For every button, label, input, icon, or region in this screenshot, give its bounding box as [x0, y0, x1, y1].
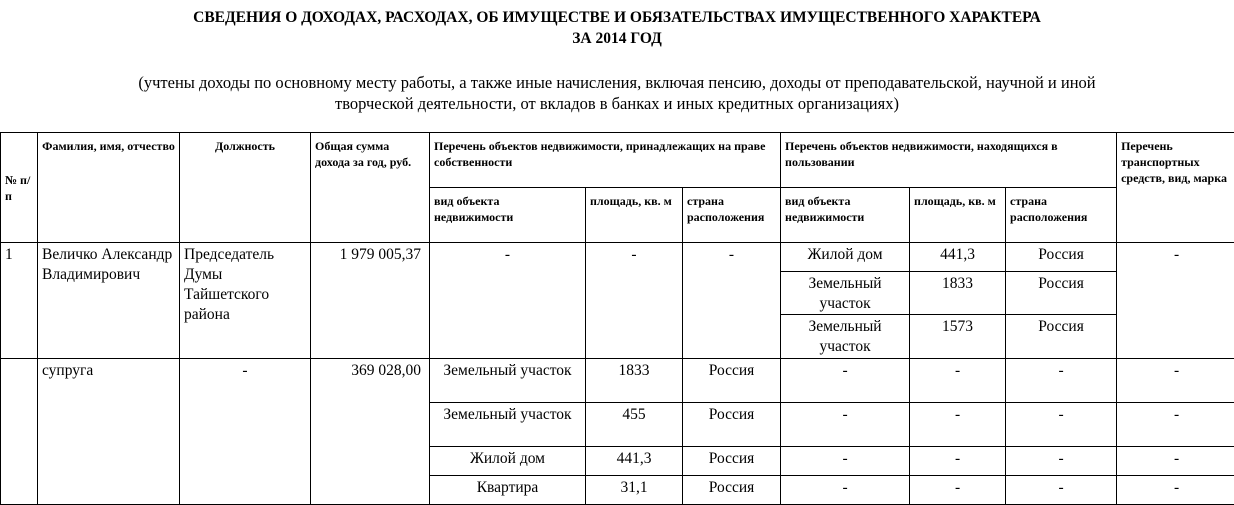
- used-country: -: [1006, 359, 1117, 403]
- document-subtitle: (учтены доходы по основному месту работы, а также иные начисления, включая пенсию, доходы от преподавательской, научной и иной: [0, 72, 1234, 93]
- owned-area: 1833: [586, 359, 683, 403]
- used-type: Земельный участок: [781, 315, 910, 359]
- table-row: [1, 243, 1234, 272]
- document-title: СВЕДЕНИЯ О ДОХОДАХ, РАСХОДАХ, ОБ ИМУЩЕСТВЕ И ОБЯЗАТЕЛЬСТВАХ ИМУЩЕСТВЕННОГО ХАРАКТЕРА: [0, 8, 1234, 28]
- used-type: -: [781, 476, 910, 505]
- transport: -: [1117, 447, 1234, 476]
- owned-type: Земельный участок: [430, 359, 586, 403]
- header-row: [1, 133, 1234, 188]
- header-owned-group: Перечень объектов недвижимости, принадлежащих на праве собственности: [430, 133, 781, 188]
- owned-country: Россия: [683, 359, 781, 403]
- header-transport: Перечень транспортных средств, вид, марка: [1117, 133, 1234, 243]
- used-country: -: [1006, 403, 1117, 447]
- person-position: -: [180, 359, 311, 505]
- header-owned-area: площадь, кв. м: [586, 188, 683, 243]
- income-declaration-table: [0, 132, 1234, 505]
- owned-type: Квартира: [430, 476, 586, 505]
- transport: -: [1117, 476, 1234, 505]
- used-area: -: [910, 359, 1006, 403]
- person-name: Величко Александр Владимирович: [38, 243, 180, 359]
- transport: -: [1117, 243, 1234, 359]
- used-country: Россия: [1006, 243, 1117, 272]
- header-income: Общая сумма дохода за год, руб.: [311, 133, 430, 243]
- used-area: -: [910, 403, 1006, 447]
- used-country: -: [1006, 447, 1117, 476]
- used-type: -: [781, 359, 910, 403]
- header-used-group: Перечень объектов недвижимости, находящихся в пользовании: [781, 133, 1117, 188]
- owned-type: Жилой дом: [430, 447, 586, 476]
- table-row: [1, 359, 1234, 403]
- used-area: -: [910, 447, 1006, 476]
- transport: -: [1117, 403, 1234, 447]
- owned-type: Земельный участок: [430, 403, 586, 447]
- owned-country: Россия: [683, 403, 781, 447]
- used-country: Россия: [1006, 315, 1117, 359]
- row-num: 1: [1, 243, 38, 359]
- person-income: 1 979 005,37: [311, 243, 430, 359]
- owned-area: 441,3: [586, 447, 683, 476]
- header-used-area: площадь, кв. м: [910, 188, 1006, 243]
- owned-country: Россия: [683, 476, 781, 505]
- owned-country: Россия: [683, 447, 781, 476]
- header-position: Должность: [180, 133, 311, 243]
- used-type: Земельный участок: [781, 272, 910, 315]
- header-owned-type: вид объекта недвижимости: [430, 188, 586, 243]
- used-area: 441,3: [910, 243, 1006, 272]
- person-position: Председатель Думы Тайшетского района: [180, 243, 311, 359]
- used-type: -: [781, 403, 910, 447]
- used-area: 1833: [910, 272, 1006, 315]
- owned-area: 31,1: [586, 476, 683, 505]
- owned-area: -: [586, 243, 683, 359]
- owned-area: 455: [586, 403, 683, 447]
- owned-type: -: [430, 243, 586, 359]
- used-country: -: [1006, 476, 1117, 505]
- used-area: -: [910, 476, 1006, 505]
- document-title-year: ЗА 2014 ГОД: [0, 29, 1234, 49]
- document-subtitle-cont: творческой деятельности, от вкладов в банках и иных кредитных организациях): [0, 93, 1234, 114]
- row-num: [1, 359, 38, 505]
- header-num: № п/п: [1, 133, 38, 243]
- used-area: 1573: [910, 315, 1006, 359]
- owned-country: -: [683, 243, 781, 359]
- used-country: Россия: [1006, 272, 1117, 315]
- person-name: супруга: [38, 359, 180, 505]
- header-used-type: вид объекта недвижимости: [781, 188, 910, 243]
- header-owned-country: страна расположения: [683, 188, 781, 243]
- header-used-country: страна расположения: [1006, 188, 1117, 243]
- used-type: -: [781, 447, 910, 476]
- used-type: Жилой дом: [781, 243, 910, 272]
- header-name: Фамилия, имя, отчество: [38, 133, 180, 243]
- person-income: 369 028,00: [311, 359, 430, 505]
- transport: -: [1117, 359, 1234, 403]
